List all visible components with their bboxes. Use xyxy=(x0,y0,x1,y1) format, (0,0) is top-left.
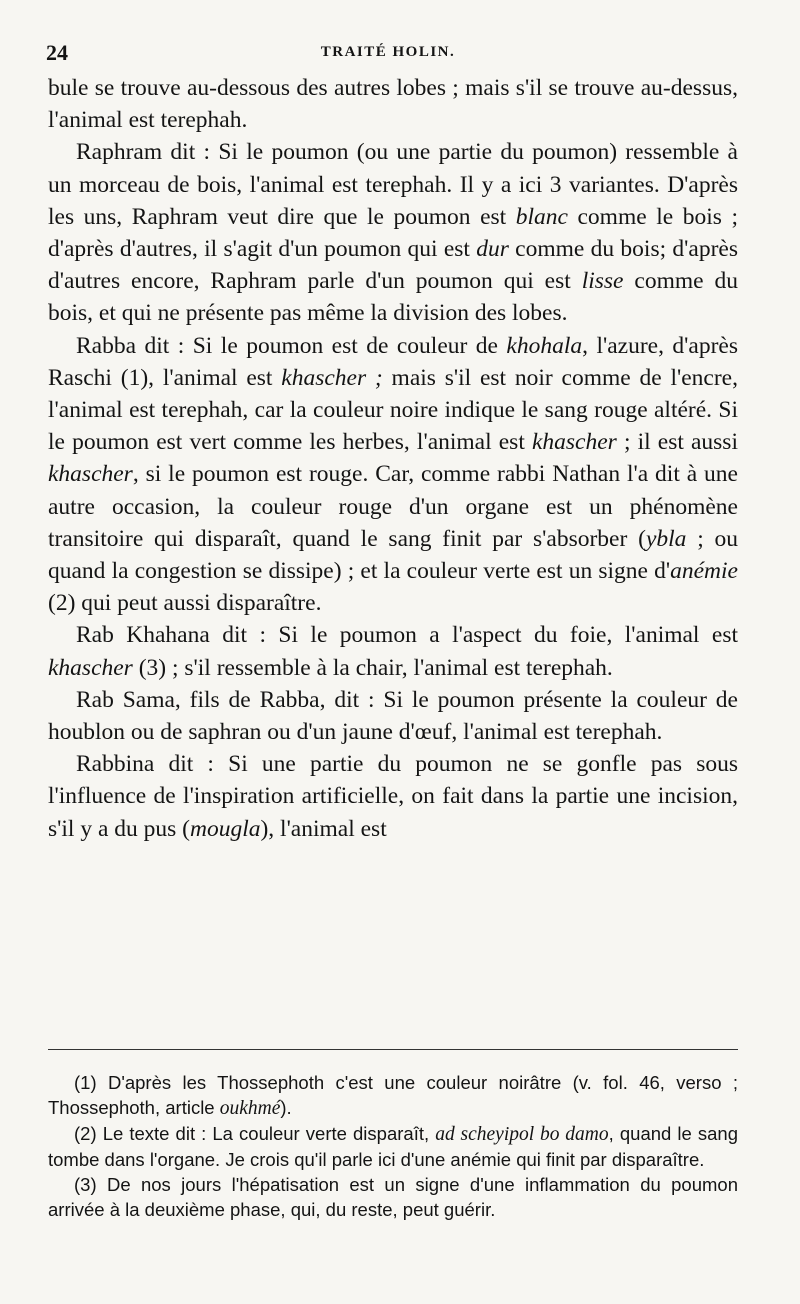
main-text xyxy=(48,72,738,845)
page-number: 24 xyxy=(46,40,68,65)
footnote-1: (1) D'après les Thossephoth c'est une couleur noirâtre (v. fol. 46, verso ; Thossephoth, article oukhmé). xyxy=(48,1072,738,1119)
paragraph-raphram: Raphram dit : Si le poumon (ou une partie du poumon) ressemble à un morceau de bois, l'animal est terephah. Il y a ici 3 variantes. D'après les uns, Raphram veut dire que le poumon est blanc comme le bois ; d'après d'autres, il s'agit d'un poumon qui est dur comme du bois; d'après d'autres encore, Raphram parle d'un poumon qui est lisse comme du bois, et qui ne présente pas même la division des lobes. xyxy=(48,139,738,327)
footnotes xyxy=(48,1071,738,1223)
footnote-2: (2) Le texte dit : La couleur verte disparaît, ad scheyipol bo damo, quand le sang tombe dans l'organe. Je crois qu'il parle ici d'une anémie qui finit par disparaître. xyxy=(48,1123,738,1170)
paragraph-rabba: Rabba dit : Si le poumon est de couleur de khohala, l'azure, d'après Raschi (1), l'animal est khascher ; mais s'il est noir comme de l'encre, l'animal est terephah, car la couleur noire indique le sang rouge altéré. Si le poumon est vert comme les herbes, l'animal est khascher ; il est aussi khascher, si le poumon est rouge. Car, comme rabbi Nathan l'a dit à une autre occasion, la couleur rouge d'un organe est un phénomène transitoire qui disparaît, quand le sang finit par s'absorber (ybla ; ou quand la congestion se dissipe) ; et la couleur verte est un signe d'anémie (2) qui peut aussi disparaître. xyxy=(48,332,739,617)
paragraph-rabbina: Rabbina dit : Si une partie du poumon ne se gonfle pas sous l'influence de l'inspiration artificielle, on fait dans la partie une incision, s'il y a du pus (mougla), l'animal est xyxy=(48,751,738,842)
page-header xyxy=(46,40,730,70)
paragraph-rab-sama: Rab Sama, fils de Rabba, dit : Si le poumon présente la couleur de houblon ou de saphran ou d'un jaune d'œuf, l'animal est terephah. xyxy=(48,686,738,746)
paragraph-continuation: bule se trouve au-dessous des autres lobes ; mais s'il se trouve au-dessus, l'animal est terephah. xyxy=(48,75,738,134)
footnote-3: (3) De nos jours l'hépatisation est un signe d'une inflammation du poumon arrivée à la deuxième phase, qui, du reste, peut guérir. xyxy=(48,1174,738,1220)
footnote-divider xyxy=(48,1049,738,1050)
paragraph-rab-khahana: Rab Khahana dit : Si le poumon a l'aspect du foie, l'animal est khascher (3) ; s'il ressemble à la chair, l'animal est terephah. xyxy=(48,622,738,681)
running-title: TRAITÉ HOLIN. xyxy=(320,44,456,60)
